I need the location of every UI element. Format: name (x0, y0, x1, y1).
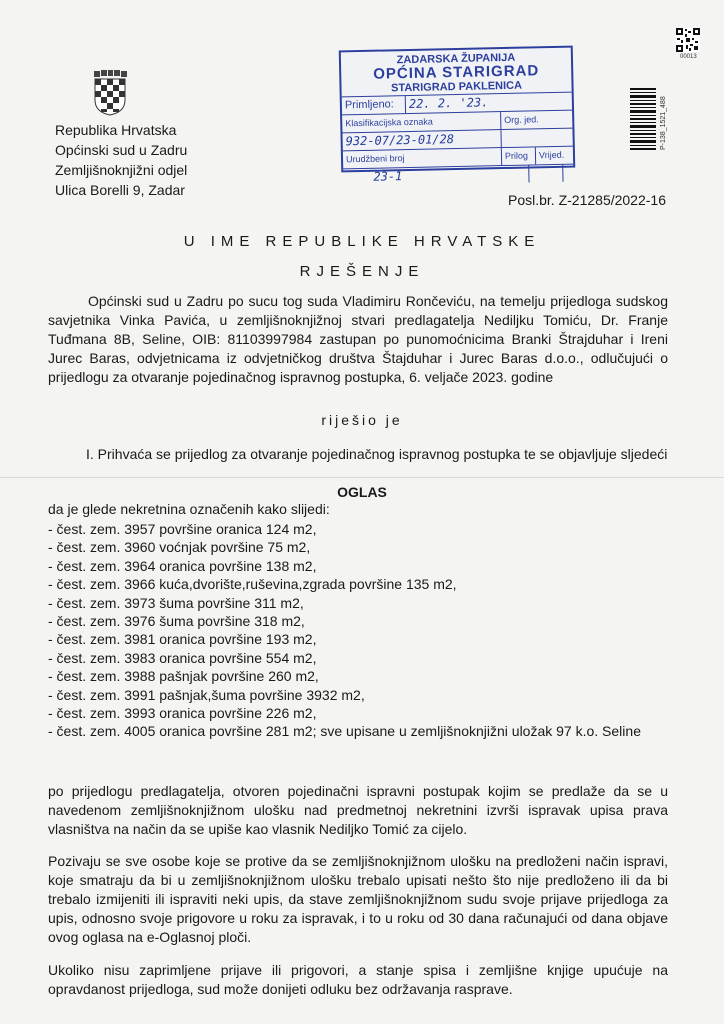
stamp-value-label: Vrijed. (538, 149, 565, 161)
case-number: Posl.br. Z-21285/2022-16 (508, 192, 666, 208)
list-item: - čest. zem. 3993 oranica površine 226 m2, (48, 705, 317, 722)
stamp-municipality: OPĆINA STARIGRAD (373, 62, 540, 83)
list-item: - čest. zem. 3960 voćnjak površine 75 m2, (48, 539, 311, 556)
document-type: RJEŠENJE (299, 263, 425, 280)
list-item: - čest. zem. 3981 oranica površine 193 m2, (48, 631, 317, 648)
resolved-heading: riješio je (321, 412, 403, 428)
list-item: - čest. zem. 3976 šuma površine 318 m2, (48, 613, 305, 630)
court-line: Zemljišnoknjižni odjel (55, 162, 188, 178)
document-heading: U IME REPUBLIKE HRVATSKE (183, 233, 541, 250)
court-header (55, 120, 187, 200)
intro-paragraph: Općinski sud u Zadru po sucu tog suda Vladimiru Rončeviću, na temelju prijedloga sudskog savjetnika Vinka Pavića, u zemljišnoknjižnoj stvari predlagatelja Nediljku Tomiću, Dr. Franje Tuđmana 8B, Seline, OIB: 81103997984 zastupan po punomoćnicima Branki Štrajduhar i Ireni Jurec Baras, odvjetnicama iz odvjetničkog društva Štajduhar i Jurec Baras d.o.o., odlučujući o prijedlogu za otvaranje pojedinačnog ispravnog postupka, 6. veljače 2023. godine (48, 293, 668, 385)
list-item: - čest. zem. 3957 površine oranica 124 m2, (48, 521, 317, 537)
list-item: - čest. zem. 3966 kuća,dvorište,ruševina,zgrada površine 135 m2, (48, 576, 457, 593)
stamp-reg-label: Urudžbeni broj (343, 148, 502, 168)
list-item: - čest. zem. 3991 pašnjak,šuma površine 3932 m2, (48, 686, 365, 703)
court-line: Republika Hrvatska (55, 122, 177, 138)
list-intro: da je glede nekretnina označenih kako slijedi: (48, 501, 330, 517)
procedure-paragraph: po prijedlogu predlagatelja, otvoren pojedinačni ispravni postupak kojim se predlaže da se u navedenom zemljišnoknjižnom ulošku nad predmetnoj nekretnini izvrši ispravak upisa prava vlasništva na način da se upiše kao vlasnik Nediljko Tomić za cijelo. (48, 783, 668, 837)
stamp-attach-label: Prilog (502, 147, 536, 165)
stamp-received-label: Primljeno: (342, 96, 406, 114)
stamp-received-value: 22. 2. '23. (408, 95, 489, 112)
invitation-paragraph: Pozivaju se sve osobe koje se protive da se zemljišnoknjižnom ulošku na predloženi način ispravi, koje smatraju da bi u zemljišnoknjižnom ulošku trebalo upisati nešto što nije predloženo ili da bi trebalo izmijeniti ili ispraviti neki upis, da stave zemljišnoknjižnom sudu svoje prijave prijedloga za upis, odnosno svoje prigovore u roku za ispravak, i to u roku od 30 dana računajući od dana objave ovog oglasa na e-Oglasnoj ploči. (48, 853, 668, 945)
stamp-reg-value: 23-1 (343, 166, 529, 187)
court-line: Općinski sud u Zadru (55, 142, 188, 158)
reception-stamp (339, 46, 576, 184)
barcode-number: P-138_1521_488 (660, 96, 667, 150)
closing-paragraph: Ukoliko nisu zaprimljene prijave ili prigovori, a stanje spisa i zemljišne knjige upućuje na opravdanost prijedloga, sud može donijeti odluku bez održavanja rasprave. (48, 962, 668, 997)
paper-fold (0, 477, 724, 478)
notice-heading: OGLAS (337, 484, 387, 500)
stamp-town: STARIGRAD PAKLENICA (390, 79, 523, 95)
coat-of-arms-icon (92, 70, 128, 116)
list-item: - čest. zem. 3988 pašnjak površine 260 m2, (48, 668, 319, 685)
list-item: - čest. zem. 3964 oranica površine 138 m2, (48, 557, 317, 574)
stamp-org-label: Org. jed. (504, 114, 539, 126)
barcode-icon (630, 88, 656, 150)
stamp-county: ZADARSKA ŽUPANIJA (396, 51, 516, 67)
qr-number: 00013 (680, 54, 697, 60)
parcel-list (48, 520, 641, 741)
court-line: Ulica Borelli 9, Zadar (55, 182, 185, 198)
list-item: - čest. zem. 4005 oranica površine 281 m2; sve upisane u zemljišnoknjižni uložak 97 k.o. Seline (48, 723, 641, 740)
list-item: - čest. zem. 3973 šuma površine 311 m2, (48, 594, 304, 611)
stamp-class-value: 932-07/23-01/28 (342, 130, 501, 150)
qr-code-icon (676, 28, 700, 52)
point-one: I. Prihvaća se prijedlog za otvaranje pojedinačnog ispravnog postupka te se objavljuje sljedeći (86, 446, 668, 462)
list-item: - čest. zem. 3983 oranica površine 554 m2, (48, 649, 317, 666)
stamp-class-label: Klasifikacijska oznaka (342, 112, 501, 132)
